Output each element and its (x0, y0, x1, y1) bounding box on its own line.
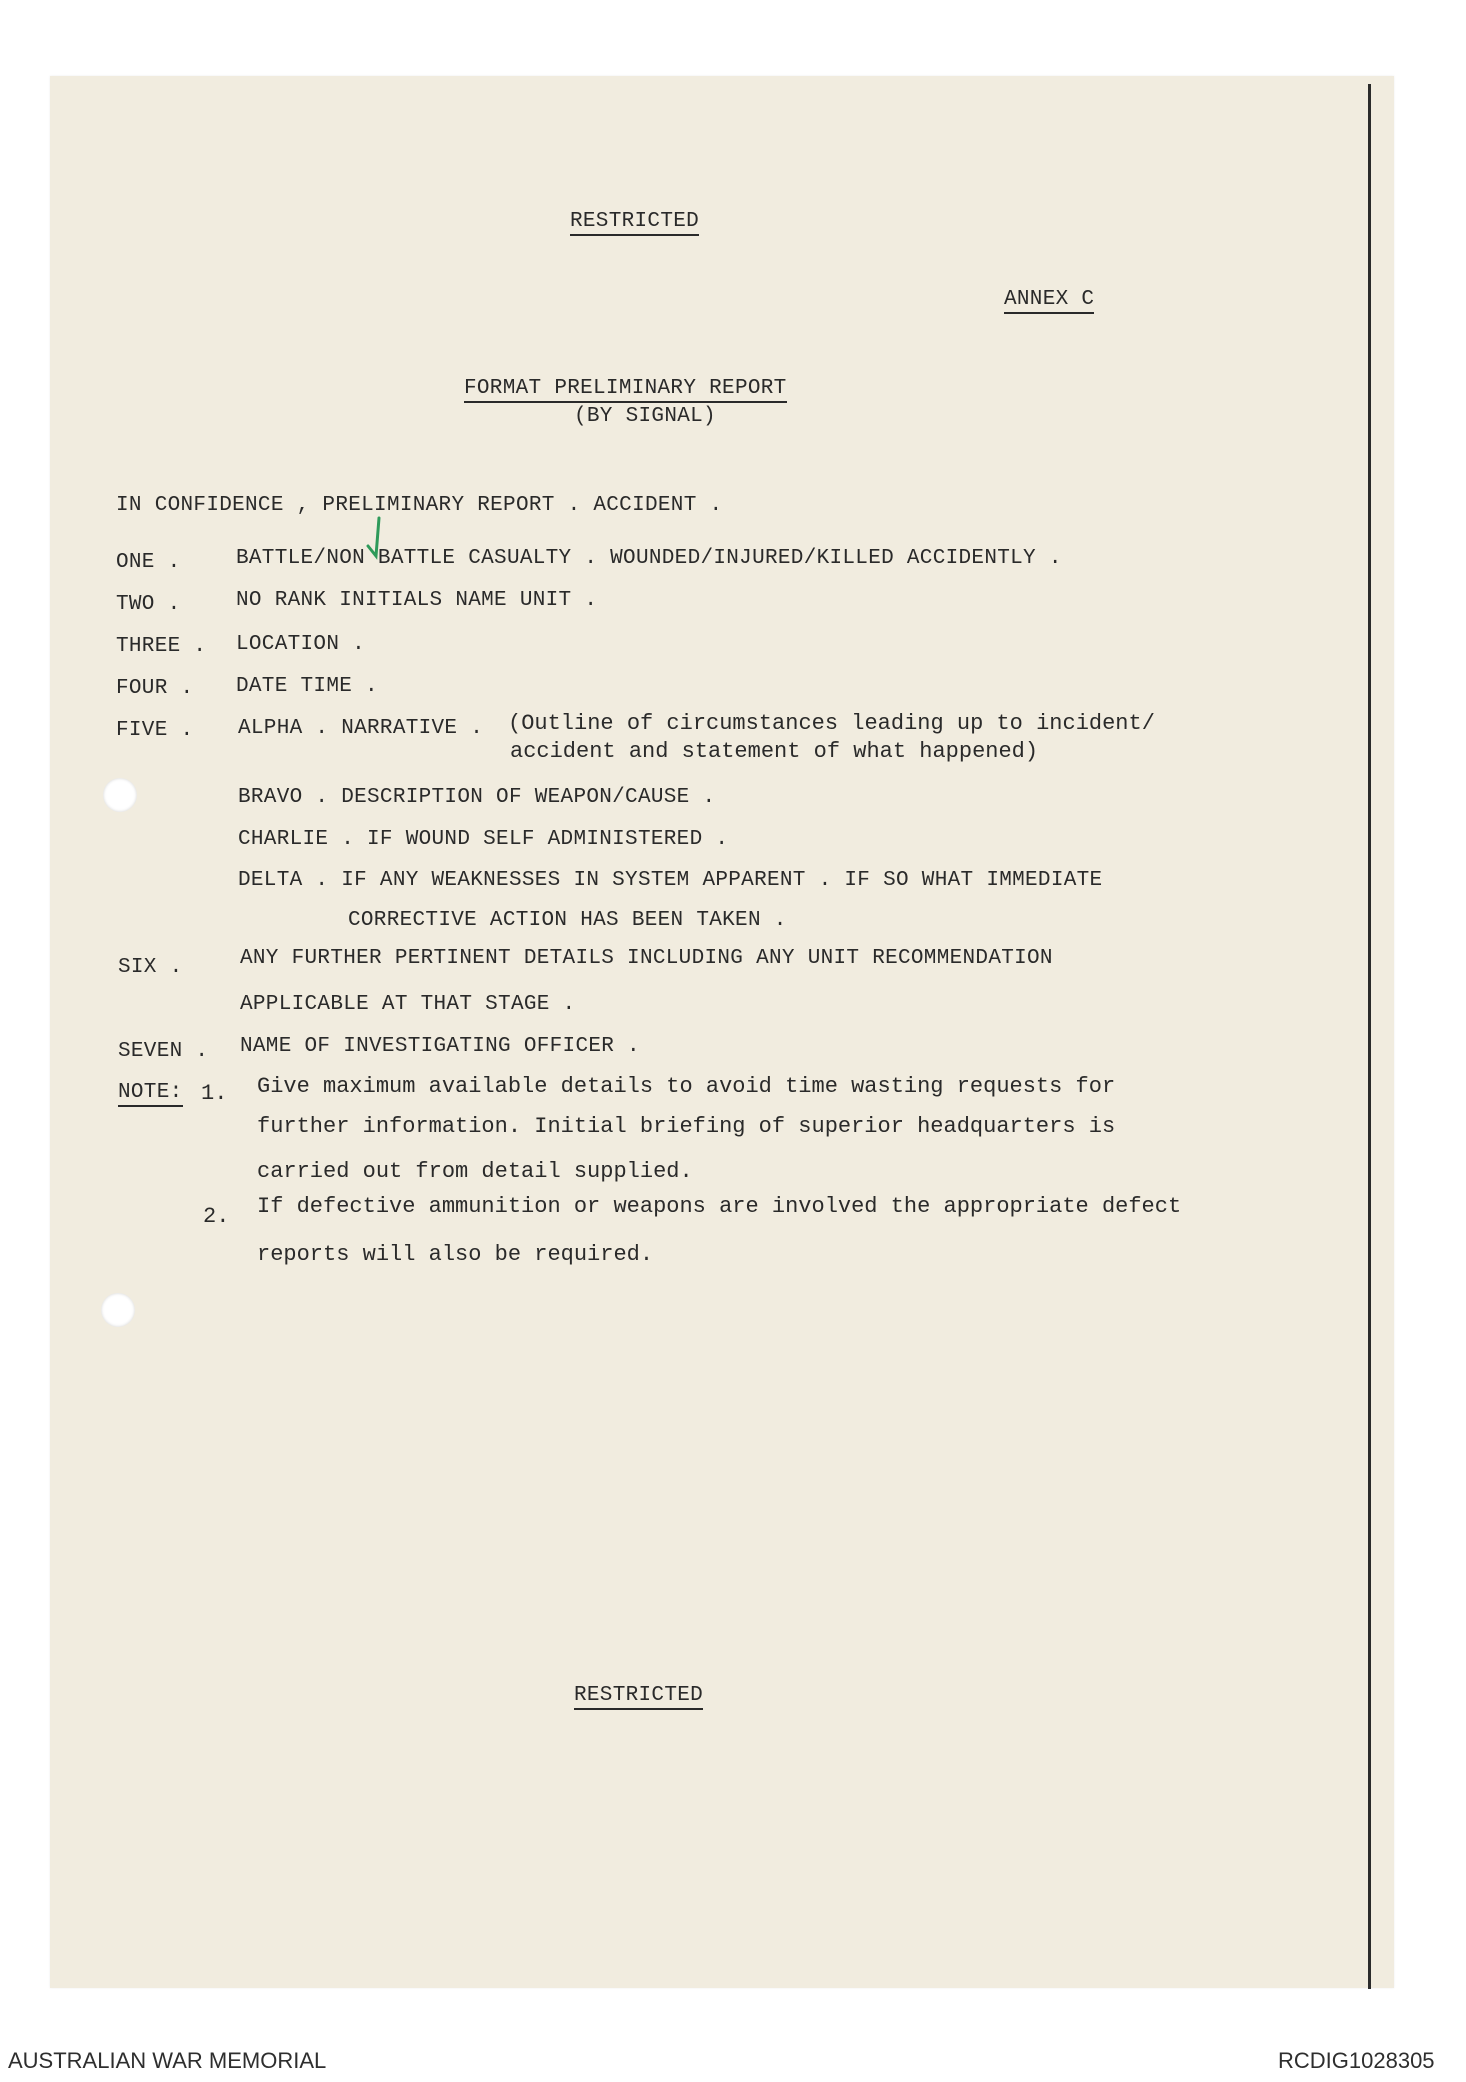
item-label-three: THREE . (116, 635, 207, 658)
item-label-four: FOUR . (116, 677, 194, 700)
narrative-note-line-1: (Outline of circumstances leading up to incident/ (508, 711, 1155, 736)
item-text-four: DATE TIME . (236, 675, 378, 698)
item-text-five: ALPHA . NARRATIVE . (238, 717, 484, 740)
note-1-line-3: carried out from detail supplied. (257, 1159, 693, 1184)
header-marking: RESTRICTED (570, 210, 699, 236)
footer-marking: RESTRICTED (574, 1684, 703, 1710)
note-number-2: 2. (203, 1204, 230, 1229)
document-sheet (50, 76, 1394, 1988)
punch-hole (103, 778, 137, 812)
item-text-two: NO RANK INITIALS NAME UNIT . (236, 589, 598, 612)
item-seven-text: NAME OF INVESTIGATING OFFICER . (240, 1035, 640, 1058)
sub-item-charlie: CHARLIE . IF WOUND SELF ADMINISTERED . (238, 828, 729, 851)
sub-item-bravo: BRAVO . DESCRIPTION OF WEAPON/CAUSE . (238, 786, 716, 809)
note-2-line-1: If defective ammunition or weapons are involved the appropriate defect (257, 1194, 1182, 1219)
item-label-six: SIX . (118, 956, 183, 979)
sub-item-delta-line-2: CORRECTIVE ACTION HAS BEEN TAKEN . (348, 909, 787, 932)
sub-item-delta-line-1: DELTA . IF ANY WEAKNESSES IN SYSTEM APPARENT . IF SO WHAT IMMEDIATE (238, 869, 1103, 892)
document-title: FORMAT PRELIMINARY REPORT (464, 377, 787, 403)
narrative-note-line-2: accident and statement of what happened) (510, 739, 1039, 764)
note-number-1: 1. (201, 1081, 228, 1106)
item-label-one: ONE . (116, 551, 181, 574)
item-label-two: TWO . (116, 593, 181, 616)
note-2-line-2: reports will also be required. (257, 1242, 654, 1267)
item-text-one: BATTLE/NON BATTLE CASUALTY . WOUNDED/INJURED/KILLED ACCIDENTLY . (236, 547, 1062, 570)
item-six-line-2: APPLICABLE AT THAT STAGE . (240, 993, 576, 1016)
punch-hole (101, 1293, 135, 1327)
item-label-seven: SEVEN . (118, 1040, 209, 1063)
check-mark-icon (365, 516, 383, 560)
item-text-three: LOCATION . (236, 633, 366, 656)
archive-credit: AUSTRALIAN WAR MEMORIAL (8, 2048, 327, 2073)
annex-label: ANNEX C (1004, 288, 1094, 314)
note-1-line-1: Give maximum available details to avoid time wasting requests for (257, 1074, 1116, 1099)
archive-reference: RCDIG1028305 (1278, 2048, 1435, 2073)
intro-line: IN CONFIDENCE , PRELIMINARY REPORT . ACCIDENT . (116, 494, 723, 517)
note-label: NOTE: (118, 1081, 183, 1107)
note-1-line-2: further information. Initial briefing of superior headquarters is (257, 1114, 1116, 1139)
page-edge-line (1368, 84, 1371, 1989)
item-six-line-1: ANY FURTHER PERTINENT DETAILS INCLUDING ANY UNIT RECOMMENDATION (240, 947, 1053, 970)
item-label-five: FIVE . (116, 719, 194, 742)
document-subtitle: (BY SIGNAL) (574, 405, 716, 428)
